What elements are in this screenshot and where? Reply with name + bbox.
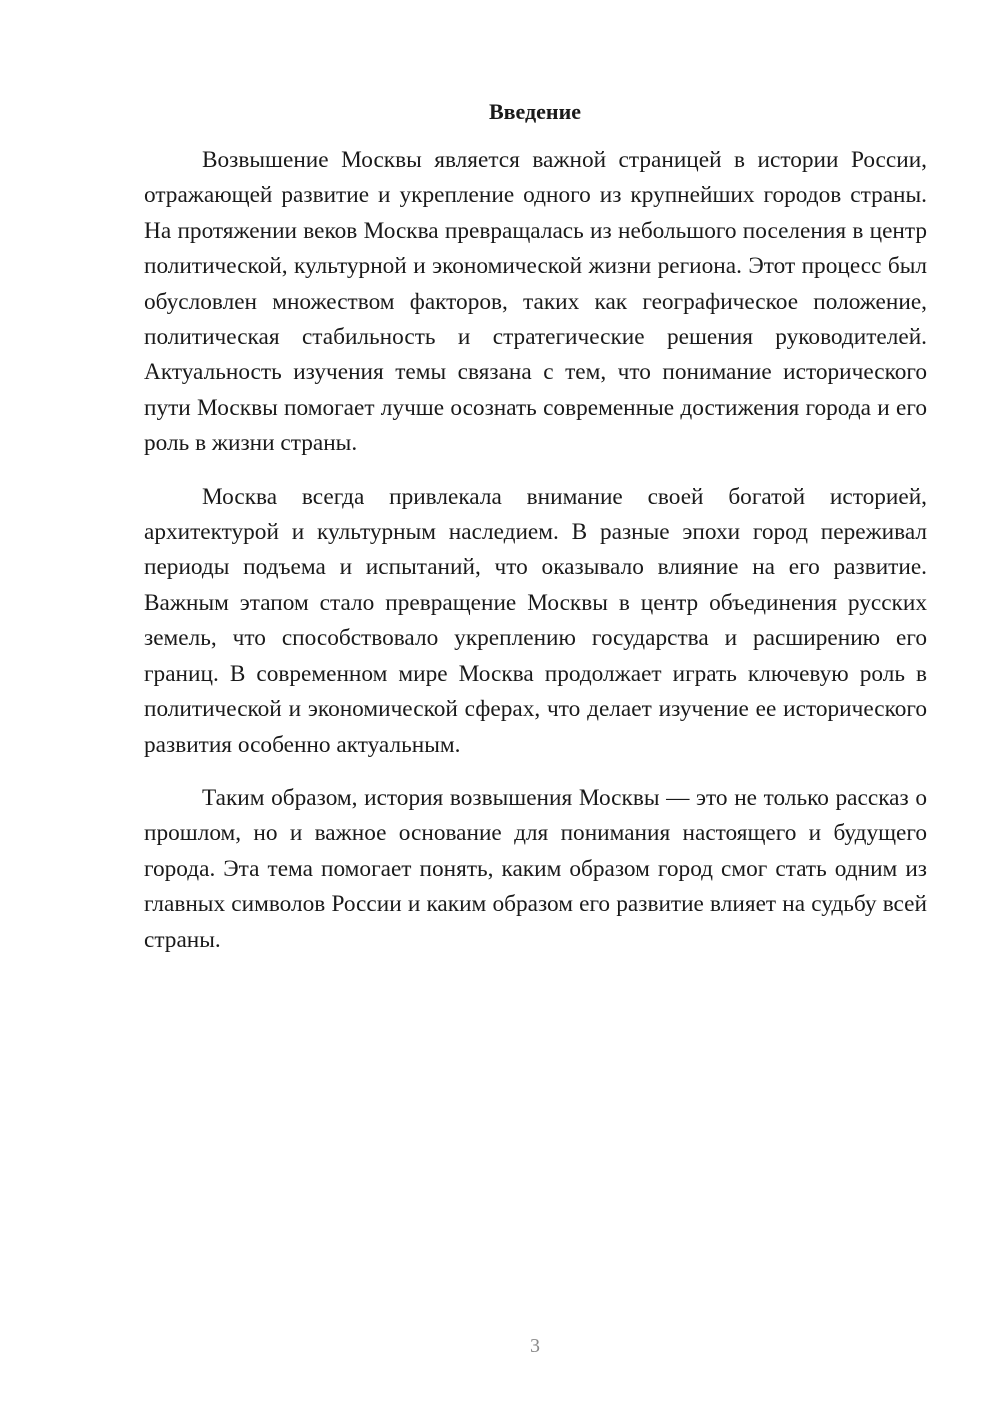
paragraph-3: Таким образом, история возвышения Москвы — это не только рассказ о прошлом, но и важное основание для понимания настоящего и будущего города. Эта тема помогает понять, каким образом город смог стать одним из главных символов России и каким образом его развитие влияет на судьбу всей страны. [144,784,927,953]
paragraph-2: Москва всегда привлекала внимание своей богатой историей, архитектурой и культурным наследием. В разные эпохи город переживал периоды подъема и испытаний, что оказывало влияние на его развитие. Важным этапом стало превращение Москвы в центр объединения русских земель, что способствовало укреплению государства и расширению его границ. В современном мире Москва продолжает играть ключевую роль в политической и экономической сферах, что делает изучение ее исторического развития особенно актуальным. [144,483,927,758]
page-number: 3 [530,1335,540,1357]
paragraph-1: Возвышение Москвы является важной страницей в истории России, отражающей развитие и укрепление одного из крупнейших городов страны. На протяжении веков Москва превращалась из небольшого поселения в центр политической, культурной и экономической жизни региона. Этот процесс был обусловлен множеством факторов, таких как географическое положение, политическая стабильность и стратегические решения руководителей. Актуальность изучения темы связана с тем, что понимание исторического пути Москвы помогает лучше осознать современные достижения города и его роль в жизни страны. [144,147,927,457]
body-text [144,143,927,976]
section-title: Введение [488,99,582,124]
